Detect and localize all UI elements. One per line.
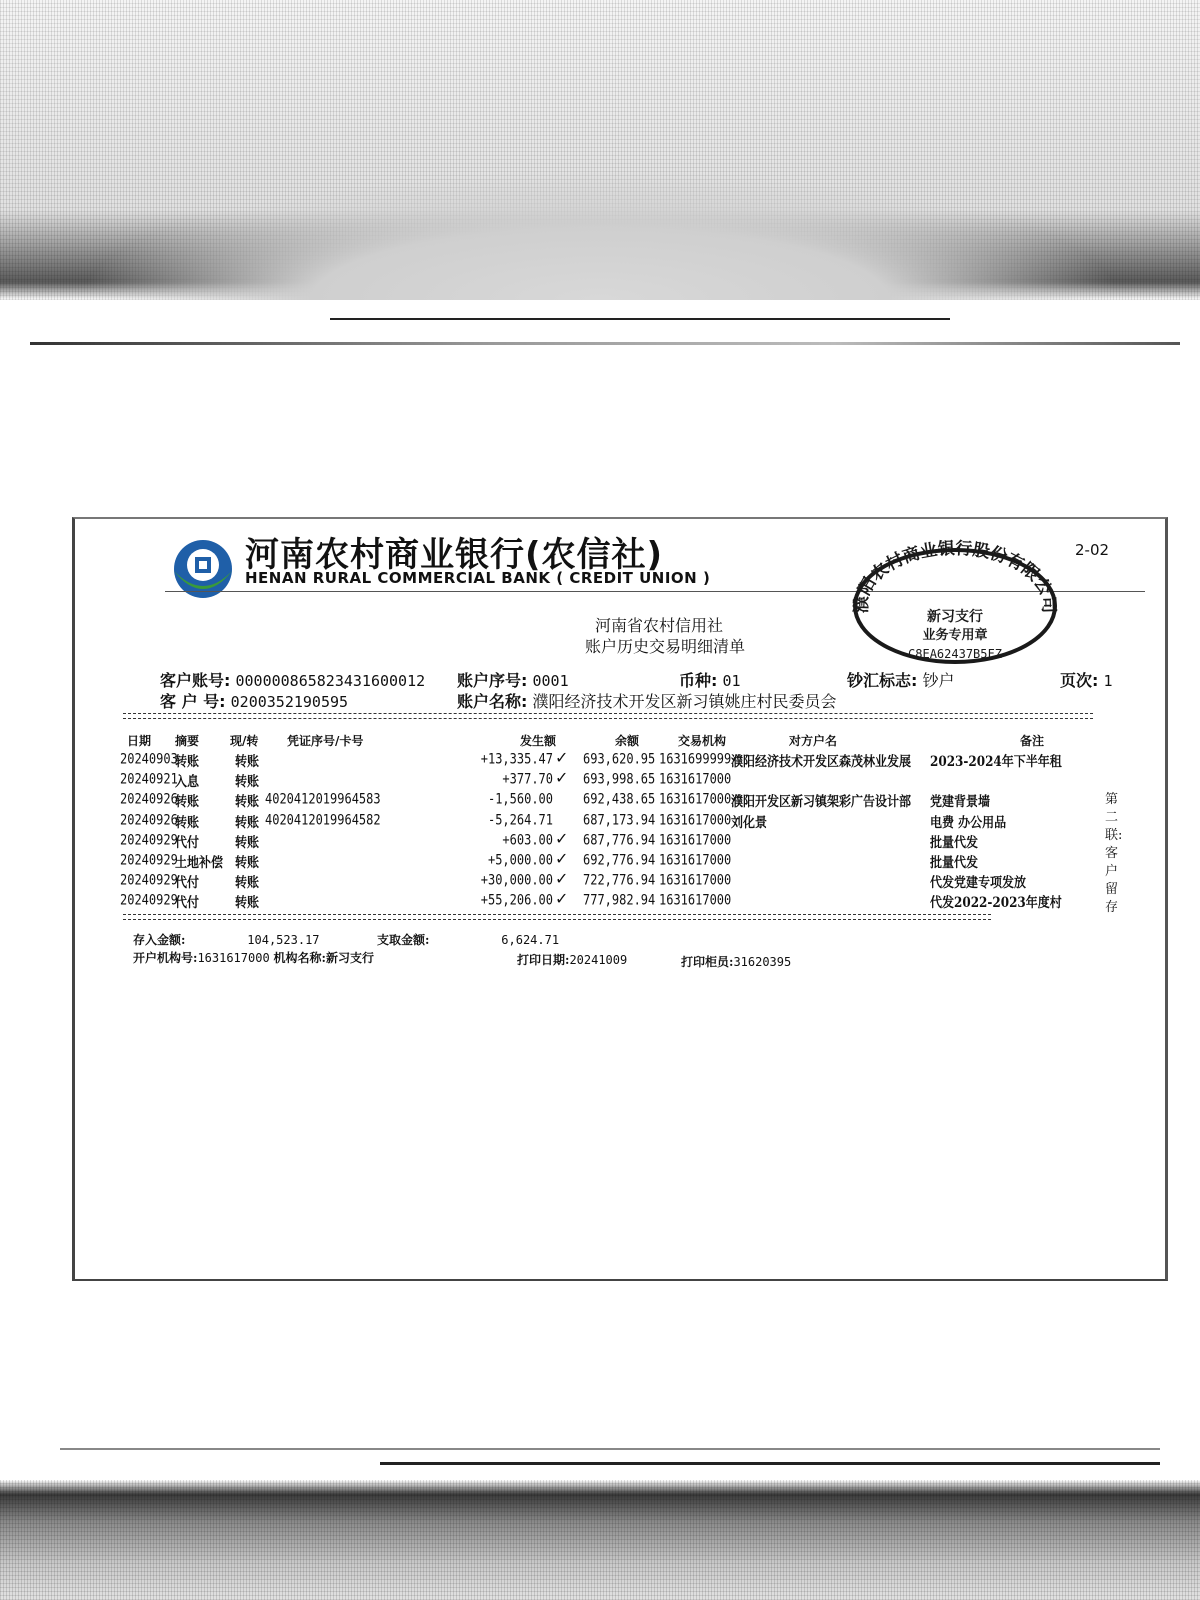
table-top-rule (123, 713, 1093, 719)
row-amount: +377.70 (502, 771, 553, 788)
col-remark: 备注 (1020, 734, 1045, 748)
table-row (75, 889, 1165, 912)
account-seq-value: 0001 (532, 672, 569, 690)
row-type: 转账 (235, 834, 260, 851)
scan-noise-bottom (0, 1480, 1200, 1600)
row-date: 20240926 (120, 791, 178, 808)
row-amount: +55,206.00 (480, 892, 553, 909)
table-row (75, 828, 1165, 852)
seal-code: C8EA62437B5FZ (908, 647, 1002, 661)
row-institution: 1631617000 (659, 831, 732, 848)
scan-artifact-line (60, 1448, 1160, 1450)
row-summary: 代付 (175, 894, 200, 911)
open-institution-value: 1631617000 (197, 951, 270, 965)
statement-title: 账户历史交易明细清单 (585, 637, 746, 656)
col-amount: 发生额 (520, 734, 557, 748)
check-mark-icon: ✓ (555, 889, 569, 909)
institution-name-value: 新习支行 (325, 951, 374, 965)
print-date-value: 20241009 (569, 953, 628, 967)
col-cash-transfer: 现/转 (230, 734, 259, 748)
account-seq: 账户序号: 0001 (457, 671, 569, 690)
row-remark: 代发2022-2023年度村 (930, 894, 1062, 911)
row-type: 转账 (235, 813, 260, 830)
row-balance: 687,173.94 (583, 811, 656, 828)
row-institution: 1631617000 (659, 791, 732, 808)
row-summary: 代付 (175, 834, 200, 851)
customer-number: 客 户 号: 0200352190595 (160, 692, 349, 711)
row-amount: -1,560.00 (487, 791, 553, 808)
row-date: 20240921 (120, 771, 178, 788)
account-name-value: 濮阳经济技术开发区新习镇姚庄村民委员会 (532, 692, 837, 711)
table-row (75, 748, 1165, 771)
page-number: 页次: 1 (1060, 671, 1113, 690)
col-summary: 摘要 (175, 734, 200, 748)
col-voucher: 凭证序号/卡号 (287, 734, 364, 748)
table-row (75, 791, 1165, 811)
scan-artifact-line (380, 1462, 1160, 1465)
row-date: 20240929 (120, 892, 178, 909)
table-row (75, 768, 1165, 791)
print-teller-value: 31620395 (733, 955, 792, 969)
row-date: 20240929 (120, 852, 178, 869)
row-remark: 电费 办公用品 (930, 813, 1007, 830)
row-institution: 1631699999 (659, 751, 732, 768)
check-mark-icon: ✓ (555, 748, 569, 767)
col-counterparty: 对方户名 (789, 734, 838, 748)
row-counterparty: 濮阳经济技术开发区森茂林业发展 (731, 753, 912, 770)
row-institution: 1631617000 (659, 811, 732, 828)
row-type: 转账 (235, 894, 260, 911)
seal-ring-text: 濮阳农村商业银行股份有限公司 (851, 538, 1059, 614)
table-bottom-rule (123, 914, 991, 920)
row-balance: 777,982.94 (583, 892, 656, 909)
customer-account-value: 000000865823431600012 (235, 672, 426, 690)
row-date: 20240929 (120, 831, 178, 848)
cash-flag-value: 钞户 (922, 671, 955, 690)
bank-logo-icon (173, 539, 233, 599)
row-remark: 批量代发 (930, 854, 979, 871)
row-type: 转账 (235, 874, 260, 891)
seal-branch: 新习支行 (927, 609, 983, 625)
row-institution: 1631617000 (659, 771, 732, 788)
row-summary: 入息 (175, 773, 200, 790)
row-amount: +5,000.00 (487, 852, 553, 869)
row-type: 转账 (235, 793, 260, 810)
print-teller: 打印柜员:31620395 (681, 955, 792, 969)
row-type: 转账 (235, 773, 260, 790)
row-amount: +603.00 (502, 831, 553, 848)
row-institution: 1631617000 (659, 892, 732, 909)
row-summary: 转账 (175, 753, 200, 770)
bank-name-en: HENAN RURAL COMMERCIAL BANK ( CREDIT UNION ) (245, 569, 711, 587)
withdraw-total-value: 6,624.71 (501, 933, 560, 947)
row-balance: 687,776.94 (583, 831, 656, 848)
scan-noise-top (0, 0, 1200, 300)
col-balance: 余额 (615, 734, 640, 748)
print-date: 打印日期:20241009 (517, 953, 628, 967)
row-balance: 692,776.94 (583, 852, 656, 869)
row-counterparty: 濮阳开发区新习镇架彩广告设计部 (731, 793, 912, 810)
currency-value: 01 (722, 672, 741, 690)
bank-statement (72, 517, 1168, 1281)
scan-artifact-line (30, 342, 1180, 345)
copy-note: 第二联:客户留存 (1105, 792, 1123, 915)
row-type: 转账 (235, 854, 260, 871)
row-balance: 722,776.94 (583, 872, 656, 889)
row-remark: 代发党建专项发放 (930, 874, 1027, 891)
svg-text:濮阳农村商业银行股份有限公司 (851, 538, 1059, 614)
row-type: 转账 (235, 753, 260, 770)
page-number-value: 1 (1103, 672, 1113, 690)
row-remark: 2023-2024年下半年租 (930, 753, 1062, 770)
bank-name-cn: 河南农村商业银行(农信社) (245, 535, 664, 575)
row-counterparty: 刘化景 (731, 813, 768, 830)
table-row (75, 812, 1165, 832)
deposit-total-value: 104,523.17 (247, 933, 320, 947)
deposit-total: 存入金额: 104,523.17 (133, 933, 320, 947)
customer-number-value: 0200352190595 (230, 693, 349, 711)
check-mark-icon: ✓ (555, 828, 569, 848)
scan-artifact-line (330, 318, 950, 320)
customer-account: 客户账号: 000000865823431600012 (160, 671, 426, 690)
row-voucher: 4020412019964582 (265, 811, 381, 828)
form-code: 2-02 (1075, 541, 1110, 559)
check-mark-icon: ✓ (555, 869, 569, 889)
statement-title-issuer: 河南省农村信用社 (595, 616, 724, 635)
row-institution: 1631617000 (659, 872, 732, 889)
open-institution: 开户机构号:1631617000 机构名称:新习支行 (133, 951, 374, 965)
row-summary: 转账 (175, 793, 200, 810)
currency: 币种: 01 (679, 671, 741, 690)
row-date: 20240929 (120, 872, 178, 889)
table-row (75, 869, 1165, 892)
row-date: 20240926 (120, 811, 178, 828)
row-amount: +30,000.00 (480, 872, 553, 889)
row-summary: 转账 (175, 813, 200, 830)
row-institution: 1631617000 (659, 852, 732, 869)
row-amount: -5,264.71 (487, 811, 553, 828)
row-date: 20240903 (120, 751, 178, 768)
row-remark: 党建背景墙 (930, 793, 991, 810)
check-mark-icon: ✓ (555, 849, 569, 868)
row-balance: 693,620.95 (583, 751, 656, 768)
table-row (75, 849, 1165, 872)
official-seal-stamp (845, 536, 1065, 666)
seal-purpose: 业务专用章 (922, 628, 988, 643)
row-balance: 692,438.65 (583, 791, 656, 808)
col-institution: 交易机构 (678, 734, 727, 748)
row-summary: 代付 (175, 874, 200, 891)
row-voucher: 4020412019964583 (265, 791, 381, 808)
check-mark-icon: ✓ (555, 768, 569, 788)
row-amount: +13,335.47 (480, 751, 553, 768)
cash-flag: 钞汇标志: 钞户 (847, 671, 955, 690)
row-remark: 批量代发 (930, 834, 979, 851)
account-name: 账户名称: 濮阳经济技术开发区新习镇姚庄村民委员会 (457, 692, 837, 711)
col-date: 日期 (127, 734, 152, 748)
withdraw-total: 支取金额: 6,624.71 (377, 933, 560, 947)
row-summary: 土地补偿 (175, 854, 224, 871)
row-balance: 693,998.65 (583, 771, 656, 788)
